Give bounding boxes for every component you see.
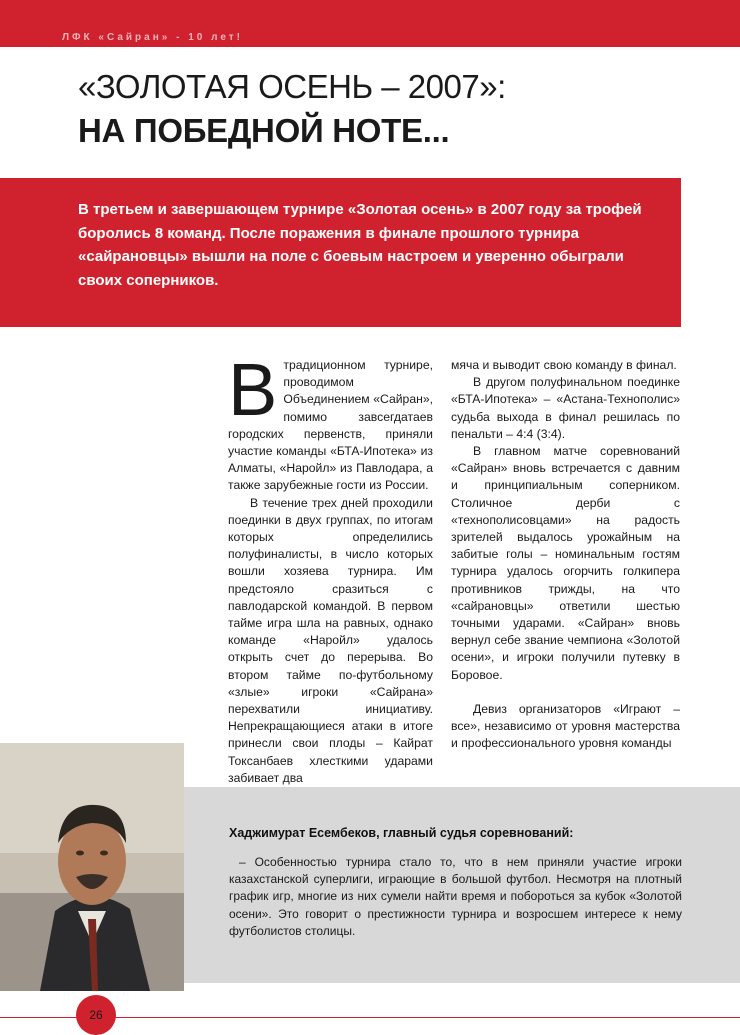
quote-text: – Особенностью турнира стало то, что в нем приняли участие игроки казахстанской суперлиги, играющие в большой футбол. Несмотря на плотный график игр, многие из них сумели найти время и побороться за кубок «Золотой осени». Это говорит о престижности турнира и возросшем интересе к нему футболистов столицы. — [229, 855, 682, 938]
header-bar — [0, 0, 740, 47]
page-number: 26 — [89, 1008, 103, 1022]
paragraph-text: традиционном турнире, проводимом Объединением «Сайран», помимо завсегдатаев городских первенств, приняли участие команды «БТА-Ипотека» из Алматы, «Наройл» из Павлодара, а также зарубежные гости из России. — [228, 358, 433, 493]
paragraph: В течение трех дней проходили поединки в двух группах, по итогам которых определились полуфиналисты, в число которых вошли хозяева турнира. Им предстояло сразиться с павлодарской командой. В первом тайме игра шла на равных, однако команде «Наройл» удалось открыть счет до перерыва. Во втором тайме по-футбольному «злые» игроки «Сайрана» перехватили инициативу. Непрекращающиеся атаки в итоге принесли свои плоды – Кайрат Токсанбаев хлесткими ударами забивает два — [228, 495, 433, 785]
quote-author: Хаджимурат Есембеков, главный судья соревнований: — [229, 826, 574, 840]
paragraph — [228, 348, 433, 495]
paragraph: Девиз организаторов «Играют – все», независимо от уровня мастерства и профессионального уровня команды — [451, 701, 680, 751]
article-title-line-1: «ЗОЛОТАЯ ОСЕНЬ – 2007»: — [78, 68, 506, 105]
paragraph: В другом полуфинальном поединке «БТА-Ипотека» – «Астана-Технополис» судьба выхода в финал решилась по пенальти – 4:4 (3:4). — [451, 375, 680, 441]
text-column-1 — [228, 348, 433, 787]
paragraph: мяча и выводит свою команду в финал. — [451, 358, 677, 372]
drop-cap: В — [228, 348, 278, 431]
page-number-badge — [76, 995, 116, 1035]
article-title-line-2: НА ПОБЕДНОЙ НОТЕ... — [78, 112, 450, 149]
referee-photo — [0, 743, 184, 991]
paragraph: В главном матче соревнований «Сайран» вновь встречается с давним и принципиальным соперником. Столичное дерби с «технополисовцами» на радость зрителей выдалось урожайным на забитые голы – номинальным гостям турнира удалось огорчить голкипера противников трижды, на что «сайрановцы» ответили шестью точными ударами. «Сайран» вновь вернул себе звание чемпиона «Золотой осени», и игроки получили путевку в Боровое. — [451, 444, 680, 682]
running-title: ЛФК «Сайран» - 10 лет! — [62, 32, 243, 43]
article-lead: В третьем и завершающем турнире «Золотая осень» в 2007 году за трофей боролись 8 команд. После поражения в финале прошлого турнира «сайрановцы» вышли на поле с боевым настроем и уверенно обыграли своих соперников. — [78, 201, 642, 289]
text-column-2 — [451, 357, 680, 752]
